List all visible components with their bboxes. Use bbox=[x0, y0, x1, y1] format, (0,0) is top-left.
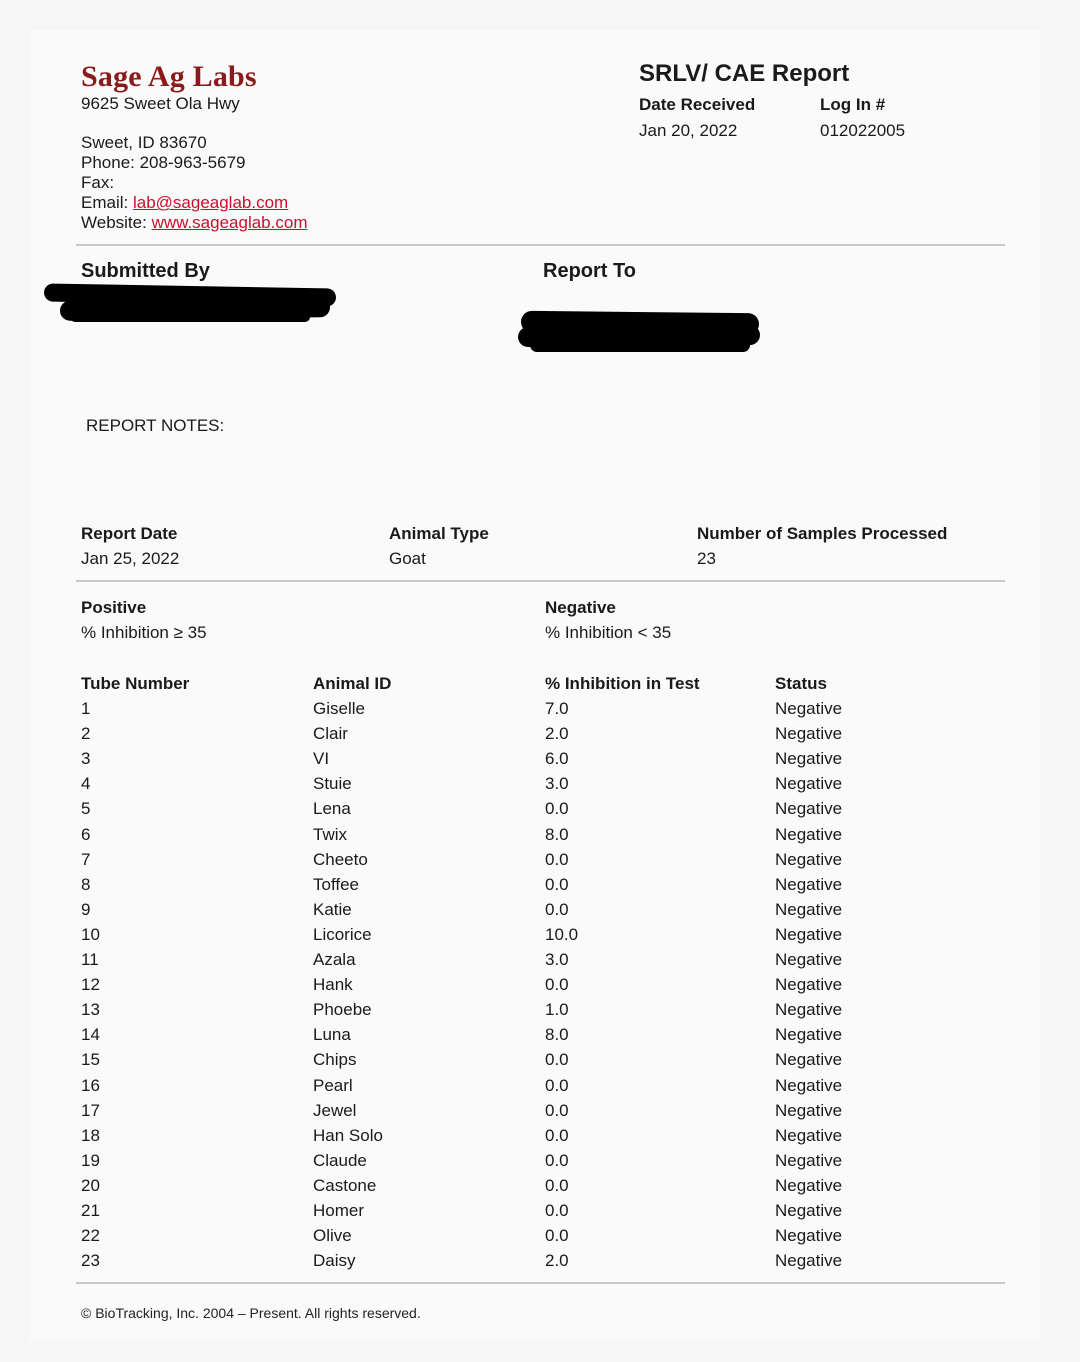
status-cell: Negative bbox=[775, 1201, 843, 1220]
inhibition-cell: 0.0 bbox=[545, 1150, 569, 1170]
inhibition-cell: 0.0 bbox=[545, 1125, 569, 1145]
status-cell: Negative bbox=[775, 1226, 843, 1246]
inhibition-cell: 0.0 bbox=[545, 975, 569, 995]
tube-number-cell: 10 bbox=[81, 924, 100, 944]
inhibition-cell: 0.0 bbox=[545, 1175, 569, 1195]
lab-fax: Fax: bbox=[81, 173, 115, 192]
email-label: Email: bbox=[81, 193, 129, 212]
inhibition-cell: 6.0 bbox=[545, 749, 569, 769]
tube-number-cell: 13 bbox=[81, 1000, 100, 1020]
animal-id-cell: Lena bbox=[313, 799, 351, 819]
inhibition-cell: 8.0 bbox=[545, 1025, 569, 1045]
tube-number-cell: 9 bbox=[81, 899, 91, 919]
animal-id-cell: Azala bbox=[313, 950, 356, 969]
status-cell: Negative bbox=[775, 1025, 843, 1045]
status-cell: Negative bbox=[775, 950, 843, 969]
inhibition-cell: 3.0 bbox=[545, 774, 569, 794]
column-header-animal-id: Animal ID bbox=[313, 674, 392, 693]
animal-id-cell: Hank bbox=[313, 975, 353, 995]
status-cell: Negative bbox=[775, 749, 843, 769]
status-cell: Negative bbox=[775, 724, 843, 744]
animal-id-cell: Toffee bbox=[313, 874, 360, 894]
status-cell: Negative bbox=[775, 1000, 843, 1020]
tube-number-cell: 18 bbox=[81, 1125, 100, 1145]
tube-number-cell: 14 bbox=[81, 1025, 100, 1045]
website-link[interactable]: www.sageaglab.com bbox=[151, 213, 308, 232]
negative-rule: % Inhibition < 35 bbox=[545, 623, 672, 642]
tube-number-cell: 17 bbox=[81, 1100, 100, 1120]
tube-number-cell: 5 bbox=[81, 799, 91, 819]
status-cell: Negative bbox=[775, 975, 843, 995]
animal-id-cell: Olive bbox=[313, 1226, 352, 1246]
animal-id-cell: Pearl bbox=[313, 1075, 353, 1095]
tube-number-cell: 12 bbox=[81, 975, 100, 995]
animal-id-cell: Twix bbox=[313, 824, 347, 844]
date-received-value: Jan 20, 2022 bbox=[639, 121, 738, 140]
website-label: Website: bbox=[81, 213, 147, 232]
divider bbox=[76, 1282, 1005, 1284]
status-cell: Negative bbox=[775, 1100, 843, 1120]
tube-number-cell: 19 bbox=[81, 1150, 100, 1170]
report-title: SRLV/ CAE Report bbox=[639, 60, 850, 87]
log-in-value: 012022005 bbox=[820, 121, 906, 140]
report-to-label: Report To bbox=[543, 260, 636, 282]
column-header-inhibition: % Inhibition in Test bbox=[545, 674, 700, 693]
animal-id-cell: Katie bbox=[313, 899, 352, 919]
lab-address-line2: Sweet, ID 83670 bbox=[81, 133, 207, 152]
status-cell: Negative bbox=[775, 699, 843, 718]
lab-website-row bbox=[81, 213, 307, 233]
lab-address-line1: 9625 Sweet Ola Hwy bbox=[81, 94, 240, 113]
animal-id-cell: Jewel bbox=[313, 1100, 357, 1120]
report-notes-label: REPORT NOTES: bbox=[86, 416, 225, 435]
tube-number-cell: 7 bbox=[81, 849, 91, 869]
tube-number-cell: 11 bbox=[81, 950, 99, 969]
animal-id-cell: Han Solo bbox=[313, 1125, 383, 1145]
inhibition-cell: 0.0 bbox=[545, 1100, 569, 1120]
footer-copyright: © BioTracking, Inc. 2004 – Present. All rights reserved. bbox=[81, 1305, 421, 1321]
animal-id-cell: Clair bbox=[313, 724, 348, 744]
inhibition-cell: 0.0 bbox=[545, 1201, 569, 1220]
animal-id-cell: VI bbox=[313, 749, 330, 769]
inhibition-cell: 0.0 bbox=[545, 899, 569, 919]
status-cell: Negative bbox=[775, 874, 843, 894]
report-date-label: Report Date bbox=[81, 524, 178, 543]
tube-number-cell: 8 bbox=[81, 874, 91, 894]
inhibition-cell: 0.0 bbox=[545, 799, 569, 819]
animal-id-cell: Claude bbox=[313, 1150, 367, 1170]
animal-id-cell: Chips bbox=[313, 1050, 357, 1070]
email-link[interactable]: lab@sageaglab.com bbox=[132, 193, 289, 212]
lab-phone: Phone: 208-963-5679 bbox=[81, 153, 246, 172]
status-cell: Negative bbox=[775, 1125, 843, 1145]
report-date-value: Jan 25, 2022 bbox=[81, 549, 180, 568]
inhibition-cell: 0.0 bbox=[545, 849, 569, 869]
status-cell: Negative bbox=[775, 824, 843, 844]
samples-processed-value: 23 bbox=[697, 549, 716, 568]
animal-id-cell: Giselle bbox=[313, 699, 365, 718]
samples-processed-label: Number of Samples Processed bbox=[697, 524, 948, 543]
animal-id-cell: Licorice bbox=[313, 924, 372, 944]
animal-id-cell: Homer bbox=[313, 1201, 365, 1220]
tube-number-cell: 16 bbox=[81, 1075, 100, 1095]
tube-number-cell: 3 bbox=[81, 749, 91, 769]
tube-number-cell: 15 bbox=[81, 1050, 100, 1070]
date-received-label: Date Received bbox=[639, 95, 756, 114]
status-cell: Negative bbox=[775, 1175, 843, 1195]
animal-id-cell: Luna bbox=[313, 1025, 351, 1045]
tube-number-cell: 20 bbox=[81, 1175, 100, 1195]
column-header-status: Status bbox=[775, 674, 827, 693]
positive-rule: % Inhibition ≥ 35 bbox=[81, 623, 207, 642]
lab-email-row bbox=[81, 193, 288, 213]
inhibition-cell: 7.0 bbox=[545, 699, 569, 718]
inhibition-cell: 10.0 bbox=[545, 924, 579, 944]
inhibition-cell: 0.0 bbox=[545, 1050, 569, 1070]
animal-id-cell: Cheeto bbox=[313, 849, 368, 869]
inhibition-cell: 0.0 bbox=[545, 1075, 569, 1095]
lab-name: Sage Ag Labs bbox=[81, 60, 257, 93]
tube-number-cell: 1 bbox=[81, 699, 91, 718]
inhibition-cell: 2.0 bbox=[545, 1251, 569, 1271]
tube-number-cell: 4 bbox=[81, 774, 91, 794]
status-cell: Negative bbox=[775, 799, 843, 819]
inhibition-cell: 3.0 bbox=[545, 950, 569, 969]
divider bbox=[76, 580, 1005, 582]
status-cell: Negative bbox=[775, 774, 843, 794]
tube-number-cell: 23 bbox=[81, 1251, 100, 1271]
animal-id-cell: Stuie bbox=[313, 774, 352, 794]
tube-number-cell: 6 bbox=[81, 824, 91, 844]
status-cell: Negative bbox=[775, 899, 843, 919]
status-cell: Negative bbox=[775, 1075, 843, 1095]
animal-type-label: Animal Type bbox=[389, 524, 489, 543]
tube-number-cell: 22 bbox=[81, 1226, 100, 1246]
inhibition-cell: 1.0 bbox=[545, 1000, 569, 1020]
inhibition-cell: 0.0 bbox=[545, 874, 569, 894]
inhibition-cell: 2.0 bbox=[545, 724, 569, 744]
tube-number-cell: 21 bbox=[81, 1201, 100, 1220]
animal-id-cell: Castone bbox=[313, 1175, 377, 1195]
tube-number-cell: 2 bbox=[81, 724, 91, 744]
log-in-label: Log In # bbox=[820, 95, 886, 114]
status-cell: Negative bbox=[775, 1150, 843, 1170]
negative-label: Negative bbox=[545, 598, 616, 617]
status-cell: Negative bbox=[775, 1050, 843, 1070]
status-cell: Negative bbox=[775, 1251, 843, 1271]
status-cell: Negative bbox=[775, 924, 843, 944]
positive-label: Positive bbox=[81, 598, 147, 617]
status-cell: Negative bbox=[775, 849, 843, 869]
inhibition-cell: 8.0 bbox=[545, 824, 569, 844]
animal-type-value: Goat bbox=[389, 549, 426, 568]
animal-id-cell: Phoebe bbox=[313, 1000, 372, 1020]
inhibition-cell: 0.0 bbox=[545, 1226, 569, 1246]
divider bbox=[76, 244, 1005, 246]
column-header-tube-number: Tube Number bbox=[81, 674, 190, 693]
submitted-by-label: Submitted By bbox=[81, 260, 210, 282]
animal-id-cell: Daisy bbox=[313, 1251, 356, 1271]
